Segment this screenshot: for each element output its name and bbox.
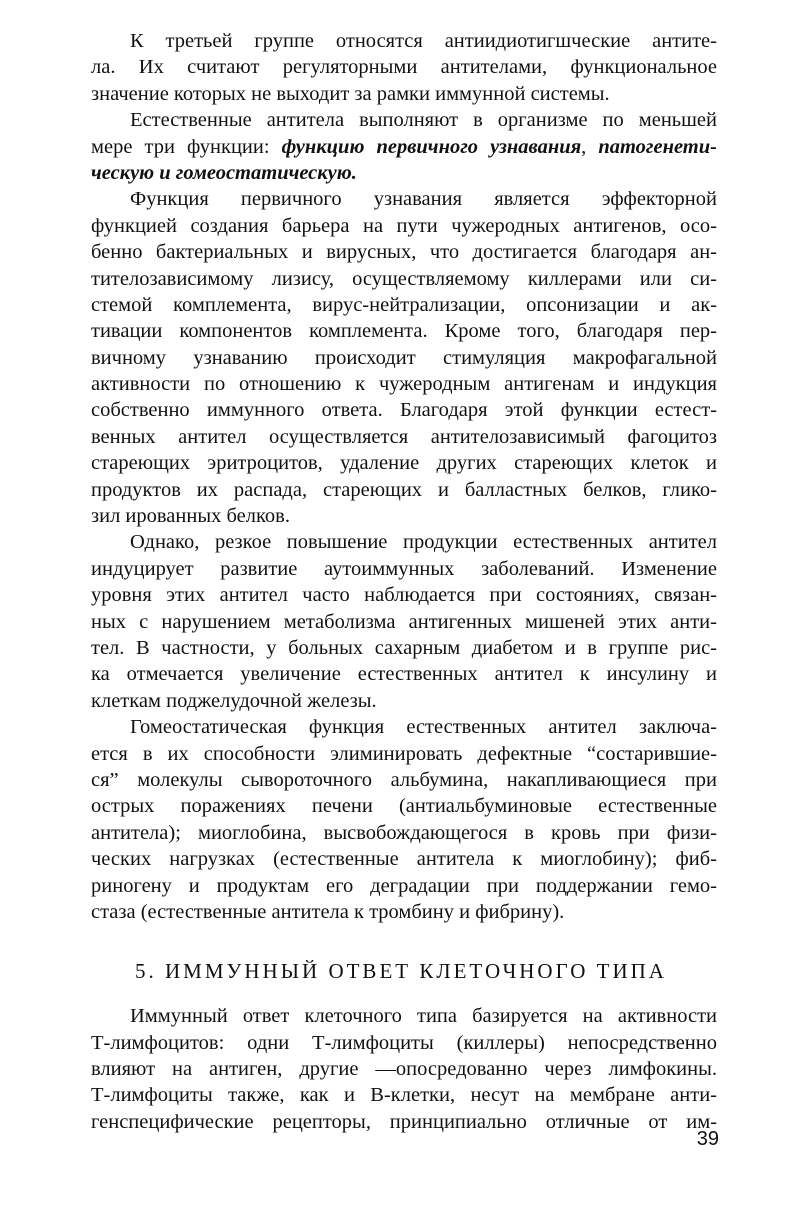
text-line: клеткам поджелудочной железы. bbox=[91, 689, 377, 712]
paragraph-4 bbox=[91, 529, 717, 714]
text-line: ся” молекулы сывороточного альбумина, накапливающиеся при bbox=[91, 768, 717, 791]
text-line: ных с нарушением метаболизма антигенных мишеней этих анти- bbox=[91, 610, 717, 633]
text-line: ческих нагрузках (естественные антитела к миоглобину); фиб- bbox=[91, 848, 717, 871]
text-line: уровня этих антител часто наблюдается при состояниях, связан- bbox=[91, 584, 717, 607]
text-line: продуктов их распада, стареющих и балластных белков, глико- bbox=[91, 478, 717, 501]
text-line: Гомеостатическая функция естественных антител заключа- bbox=[130, 716, 717, 739]
emphasis-primary-recognition: функцию первичного узнавания bbox=[281, 135, 582, 158]
paragraph-3 bbox=[91, 186, 717, 529]
text-line: зил ированных белков. bbox=[91, 505, 290, 528]
text-line: функцией создания барьера на пути чужеродных антигенов, осо- bbox=[91, 214, 717, 237]
text-line: тивации компонентов комплемента. Кроме того, благодаря пер- bbox=[91, 320, 717, 343]
spacer bbox=[91, 985, 717, 1003]
text-line: влияют на антиген, другие —опосредованно через лимфокины. bbox=[91, 1058, 717, 1081]
paragraph-5 bbox=[91, 714, 717, 925]
text-line: антитела); миоглобина, высвобождающегося в кровь при физи- bbox=[91, 821, 717, 844]
text-line: стареющих эритроцитов, удаление других стареющих клеток и bbox=[91, 452, 717, 475]
text-line: Иммунный ответ клеточного типа базируется на активности bbox=[130, 1005, 717, 1028]
text-line: Т-лимфоцитов: одни Т-лимфоциты (киллеры) непосредственно bbox=[91, 1031, 717, 1054]
text-line: К третьей группе относятся антиидиотигшческие антите- bbox=[130, 30, 717, 52]
page-number: 39 bbox=[696, 1128, 719, 1150]
text-line: активности по отношению к чужеродным антигенам и индукция bbox=[91, 373, 717, 396]
text-line: стаза (естественные антитела к тромбину и фибрину). bbox=[91, 900, 565, 923]
spacer bbox=[91, 925, 717, 957]
text-line: Естественные антитела выполняют в организме по меньшей bbox=[130, 109, 717, 132]
section-heading: 5. ИММУННЫЙ ОТВЕТ КЛЕТОЧНОГО ТИПА bbox=[135, 959, 667, 984]
text-line: вичному узнаванию происходит стимуляция макрофагальной bbox=[91, 346, 717, 369]
text-line: ется в их способности элиминировать дефектные “состарившие- bbox=[91, 742, 717, 765]
text-line: собственно иммунного ответа. Благодаря этой функции естест- bbox=[91, 399, 717, 422]
emphasis-pathogenetic: патогенети- bbox=[598, 135, 717, 158]
paragraph-2 bbox=[91, 107, 717, 186]
text-line: стемой комплемента, вирус-нейтрализации, опсонизации и ак- bbox=[91, 293, 717, 316]
page-body bbox=[91, 28, 717, 1135]
text-line: Функция первичного узнавания является эффекторной bbox=[130, 188, 717, 211]
text-fragment: , bbox=[581, 135, 599, 158]
text-line: острых поражениях печени (антиальбуминовые естественные bbox=[91, 795, 717, 818]
text-line: риногену и продуктам его деградации при поддержании гемо- bbox=[91, 874, 717, 897]
text-line: ка отмечается увеличение естественных антител к инсулину и bbox=[91, 663, 717, 686]
emphasis-homeostatic: ческую и гомеостатическую. bbox=[91, 161, 357, 184]
text-line: значение которых не выходит за рамки иммунной системы. bbox=[91, 82, 610, 105]
section-paragraph bbox=[91, 1003, 717, 1135]
text-line: ла. Их считают регуляторными антителами, функциональное bbox=[91, 56, 717, 79]
text-line: венных антител осуществляется антителозависимый фагоцитоз bbox=[91, 425, 717, 448]
paragraph-1 bbox=[91, 28, 717, 107]
text-line: генспецифические рецепторы, принципиально отличные от им- bbox=[91, 1110, 717, 1133]
text-line: индуцирует развитие аутоиммунных заболеваний. Изменение bbox=[91, 557, 717, 580]
text-line: Однако, резкое повышение продукции естественных антител bbox=[130, 531, 717, 554]
text-line: тел. В частности, у больных сахарным диабетом и в группе рис- bbox=[91, 636, 717, 659]
text-line: Т-лимфоциты также, как и В-клетки, несут на мембране анти- bbox=[91, 1084, 717, 1107]
text-line-with-emphasis bbox=[91, 134, 717, 160]
text-line: бенно бактериальных и вирусных, что достигается благодаря ан- bbox=[91, 241, 717, 264]
text-fragment: мере три функции: bbox=[91, 135, 282, 158]
text-line: тителозависимому лизису, осуществляемому киллерами или си- bbox=[91, 267, 717, 290]
